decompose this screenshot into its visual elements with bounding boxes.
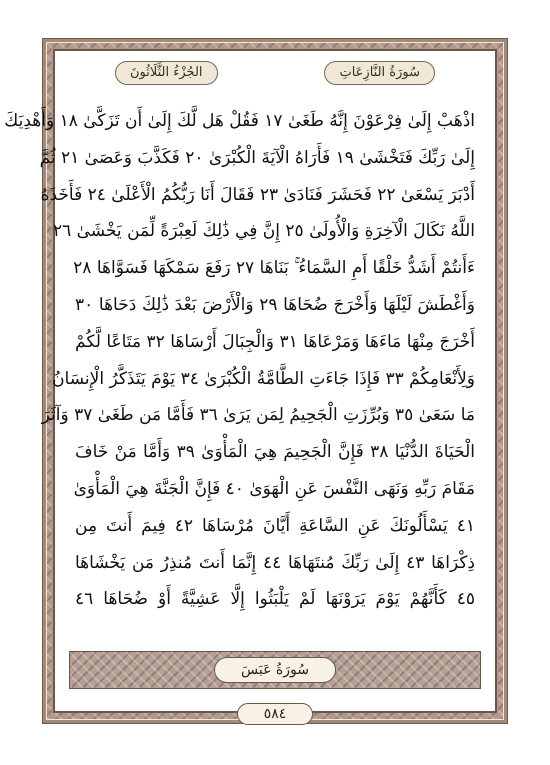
verse-line: ٤١ يَسْأَلُونَكَ عَنِ السَّاعَةِ أَيَّانَ مُرْسَاهَا ٤٢ فِيمَ أَنتَ مِن <box>75 515 475 536</box>
page-content-area <box>4 49 497 722</box>
verse-line: ذِكْرَاهَا ٤٣ إِلَىٰ رَبِّكَ مُنتَهَاهَا ٤٤ إِنَّمَا أَنتَ مُنذِرُ مَن يَخْشَاهَا <box>75 552 475 573</box>
verse-text-block <box>4 103 475 618</box>
verse-line: الْحَيَاةَ الدُّنْيَا ٣٨ فَإِنَّ الْجَحِيمَ هِيَ الْمَأْوَىٰ ٣٩ وَأَمَّا مَنْ خَافَ <box>75 442 475 463</box>
verse-line: أَخْرَجَ مِنْهَا مَاءَهَا وَمَرْعَاهَا ٣١ وَالْجِبَالَ أَرْسَاهَا ٣٢ مَتَاعًا لَّكُمْ <box>75 331 475 352</box>
verse-line: أَدْبَرَ يَسْعَىٰ ٢٢ فَحَشَرَ فَنَادَىٰ ٢٣ فَقَالَ أَنَا رَبُّكُمُ الْأَعْلَىٰ ٢٤ فَأَخَذَهُ <box>40 184 475 205</box>
verse-line: اذْهَبْ إِلَىٰ فِرْعَوْنَ إِنَّهُ طَغَىٰ ١٧ فَقُلْ هَل لَّكَ إِلَىٰ أَن تَزَكَّىٰ ١٨ وَأَهْدِيَكَ <box>4 111 475 131</box>
verse-line: إِلَىٰ رَبِّكَ فَتَخْشَىٰ ١٩ فَأَرَاهُ الْآيَةَ الْكُبْرَىٰ ٢٠ فَكَذَّبَ وَعَصَىٰ ٢١ ثُمَّ <box>39 147 475 168</box>
verse-line: وَلِأَنْعَامِكُمْ ٣٣ فَإِذَا جَاءَتِ الطَّامَّةُ الْكُبْرَىٰ ٣٤ يَوْمَ يَتَذَكَّرُ الْإِنسَانُ <box>52 368 475 389</box>
verse-line: اللَّهُ نَكَالَ الْآخِرَةِ وَالْأُولَىٰ ٢٥ إِنَّ فِي ذَٰلِكَ لَعِبْرَةً لِّمَن يَخْشَىٰ ٢٦ <box>52 221 475 242</box>
surah-title: سُورَةُ النَّازِعَاتِ <box>324 61 435 85</box>
next-surah-banner <box>69 651 481 689</box>
verse-line: مَقَامَ رَبِّهِ وَنَهَى النَّفْسَ عَنِ الْهَوَىٰ ٤٠ فَإِنَّ الْجَنَّةَ هِيَ الْمَأْوَىٰ <box>73 478 475 499</box>
page-header <box>55 51 495 89</box>
juz-title: الجُزْءُ الثَّلَاثُونَ <box>115 61 218 85</box>
verse-line: ٤٥ كَأَنَّهُمْ يَوْمَ يَرَوْنَهَا لَمْ يَلْبَثُوا إِلَّا عَشِيَّةً أَوْ ضُحَاهَا ٤٦ <box>75 589 475 610</box>
verse-line: مَا سَعَىٰ ٣٥ وَبُرِّزَتِ الْجَحِيمُ لِمَن يَرَىٰ ٣٦ فَأَمَّا مَن طَغَىٰ ٣٧ وَآثَرَ <box>41 405 475 426</box>
page-number: ٥٨٤ <box>237 703 313 725</box>
next-surah-title: سُورَةُ عَبَسَ <box>214 657 336 683</box>
verse-line: ءَأَنتُمْ أَشَدُّ خَلْقًا أَمِ السَّمَاءُ ۚ بَنَاهَا ٢٧ رَفَعَ سَمْكَهَا فَسَوَّاهَا ٢٨ <box>73 258 475 279</box>
verse-line: وَأَغْطَشَ لَيْلَهَا وَأَخْرَجَ ضُحَاهَا ٢٩ وَالْأَرْضَ بَعْدَ ذَٰلِكَ دَحَاهَا ٣٠ <box>75 294 475 315</box>
page-frame <box>4 38 508 724</box>
